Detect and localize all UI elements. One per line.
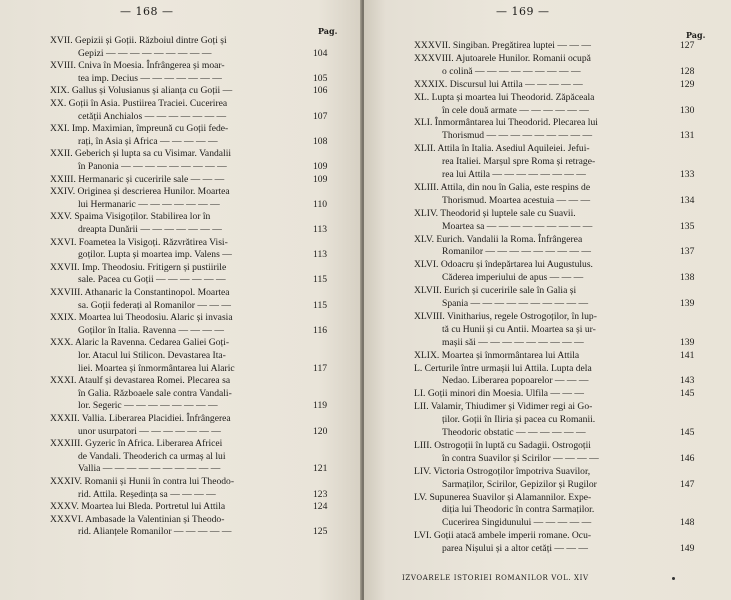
toc-entry-line: LIV. Victoria Ostrogoților împotriva Suavilor, [414, 465, 591, 477]
right-toc-entries [364, 0, 731, 600]
toc-entry-line: ților. Goții în Iliria și pacea cu Romanii. [442, 414, 596, 426]
left-pag-label: Pag. [318, 26, 338, 36]
toc-entry-page: 125 [313, 526, 328, 538]
toc-entry-line: XVIII. Cniva în Moesia. Înfrângerea și moar- [50, 60, 225, 72]
toc-entry-line: Nedao. Liberarea popoarelor — — — [442, 375, 589, 387]
toc-entry-line: XLVIII. Vinitharius, regele Ostrogoților, în lup- [414, 310, 597, 322]
toc-entry-line: XX. Goții în Asia. Pustiirea Traciei. Cucerirea [50, 98, 228, 109]
toc-entry-page: 115 [313, 299, 328, 311]
toc-entry-line: XXII. Geberich și lupta sa cu Visimar. Vandalii [50, 148, 232, 160]
toc-entry-line: XXV. Spaima Visigoților. Stabilirea lor în [50, 211, 211, 223]
toc-entry-line: Spania — — — — — — — — — — [442, 298, 589, 309]
toc-entry-line: tea imp. Decius — — — — — — — [78, 72, 222, 84]
toc-entry-line: rați, în Asia și Africa — — — — — [78, 135, 218, 147]
right-pag-label: Pag. [686, 30, 706, 40]
toc-entry-page: 109 [313, 173, 328, 185]
ink-dot [672, 577, 675, 580]
toc-entry-page: 148 [680, 517, 695, 529]
toc-entry-line: XLIV. Theodorid și luptele sale cu Suavii. [414, 207, 576, 219]
toc-entry-line: LIII. Ostrogoții în luptă cu Sadagii. Ostrogoții [414, 439, 591, 451]
toc-entry-line: LI. Goții minori din Moesia. Ulfila — — — [414, 388, 585, 400]
right-page [364, 0, 731, 600]
toc-entry-line: LV. Supunerea Suavilor și Alamannilor. Expe- [414, 491, 592, 503]
toc-entry-line: XLVII. Eurich și cuceririle sale în Galia și [414, 285, 577, 297]
toc-entry-page: 145 [680, 388, 695, 400]
toc-entry-line: XXXVI. Ambasade la Valentinian și Theodo- [50, 513, 225, 525]
toc-entry-line: XXI. Imp. Maximian, împreună cu Goții fede- [50, 123, 229, 135]
toc-entry-line: diția lui Theodoric în contra Sarmaților. [442, 504, 595, 516]
toc-entry-page: 146 [680, 452, 695, 464]
left-page [0, 0, 362, 600]
left-toc-entries [0, 0, 362, 600]
toc-entry-line: cetății Anchialos — — — — — — — [78, 110, 227, 122]
toc-entry-line: sa. Goții federați al Romanilor — — — [78, 299, 231, 311]
page-footer: IZVOARELE ISTORIEI ROMANILOR VOL. XIV [402, 574, 589, 582]
toc-entry-page: 147 [680, 478, 695, 490]
toc-entry-page: 110 [313, 198, 328, 210]
toc-entry-page: 134 [680, 194, 695, 206]
toc-entry-line: LII. Valamir, Thiudimer și Vidimer regi ai Go- [414, 401, 593, 413]
toc-entry-page: 131 [680, 130, 695, 142]
toc-entry-line: Căderea imperiului de apus — — — [442, 272, 584, 284]
toc-entry-line: în Galia. Războaele sale contra Vandali- [78, 387, 232, 399]
toc-entry-page: 145 [680, 427, 695, 438]
toc-entry-line: mașii săi — — — — — — — — — [442, 336, 584, 348]
toc-entry-line: Gepizi — — — — — — — — — [78, 47, 212, 59]
toc-entry-line: o colină — — — — — — — — — [442, 65, 581, 77]
toc-entry-line: XXXIII. Gyzeric în Africa. Liberarea Africei [50, 438, 223, 450]
toc-entry-line: tă cu Hunii și cu Antii. Moartea sa și ur- [442, 323, 596, 335]
toc-entry-page: 149 [680, 543, 695, 555]
toc-entry-line: XLIII. Attila, din nou în Galia, este respins de [414, 181, 591, 193]
toc-entry-line: în Panonia — — — — — — — — — [78, 161, 227, 172]
toc-entry-page: 117 [313, 362, 328, 374]
toc-entry-line: LVI. Goții atacă ambele imperii romane. Ocu- [414, 530, 592, 542]
toc-entry-line: XXIV. Originea și descrierea Hunilor. Moartea [50, 186, 230, 198]
toc-entry-line: Vallia — — — — — — — — — — [78, 463, 221, 475]
toc-entry-page: 138 [680, 272, 695, 284]
toc-entry-line: XXX. Alaric la Ravenna. Cedarea Galiei Goți- [50, 337, 230, 349]
toc-entry-line: XXXIX. Discursul lui Attila — — — — — [414, 78, 583, 90]
toc-entry-line: lor. Segeric — — — — — — — — [78, 400, 218, 412]
toc-entry-page: 108 [313, 135, 328, 147]
toc-entry-page: 139 [680, 298, 695, 309]
toc-entry-line: Romanilor — — — — — — — — — [442, 246, 591, 258]
toc-entry-line: XXXI. Ataulf și devastarea Romei. Plecarea sa [50, 375, 231, 387]
toc-entry-line: Cucerirea Singidunului — — — — — [442, 517, 592, 529]
toc-entry-line: XXIII. Hermanaric și cuceririle sale — — — [50, 173, 225, 185]
toc-entry-page: 113 [313, 249, 328, 261]
toc-entry-line: Theodoric obstatic — — — — — — [442, 427, 586, 438]
toc-entry-line: unor usurpatori — — — — — — — [78, 425, 221, 437]
toc-entry-page: 106 [313, 85, 328, 97]
toc-entry-line: rid. Alianțele Romanilor — — — — — [78, 526, 232, 538]
toc-entry-page: 115 [313, 274, 328, 286]
toc-entry-page: 137 [680, 246, 695, 258]
toc-entry-page: 130 [680, 104, 695, 116]
toc-entry-line: Sarmaților, Scirilor, Gepizilor și Rugilor [442, 478, 597, 490]
toc-entry-line: Thorismud. Moartea acestuia — — — [442, 194, 591, 206]
toc-entry-line: XL. Lupta și moartea lui Theodorid. Zăpăceala [414, 91, 595, 103]
toc-entry-line: în cele două armate — — — — — — [442, 104, 589, 116]
toc-entry-line: sale. Pacea cu Goții — — — — — — [78, 274, 226, 286]
right-page-number: — 169 — [496, 5, 550, 18]
toc-entry-line: XXXIV. Romanii și Hunii în contra lui Theodo- [50, 476, 235, 487]
toc-entry-line: rea Italiei. Marșul spre Roma și retrage- [442, 156, 596, 168]
toc-entry-page: 124 [313, 501, 328, 513]
toc-entry-line: L. Certurile între urmașii lui Attila. Lupta dela [414, 362, 592, 374]
toc-entry-page: 139 [680, 336, 695, 348]
toc-entry-line: XLIX. Moartea și înmormântarea lui Attila [414, 349, 580, 361]
toc-entry-line: XVII. Gepizii și Goții. Războiul dintre Goți și [50, 35, 227, 46]
toc-entry-line: XXXVII. Singiban. Pregătirea luptei — — — [414, 40, 591, 51]
toc-entry-line: XXVI. Foametea la Visigoți. Răzvrătirea Visi- [50, 236, 228, 248]
toc-entry-page: 120 [313, 425, 328, 437]
toc-entry-line: Thorismud — — — — — — — — — [442, 130, 593, 142]
toc-entry-line: XIX. Gallus și Volusianus și alianța cu Goții — [50, 85, 233, 97]
toc-entry-line: XXXVIII. Ajutoarele Hunilor. Romanii ocupă [414, 52, 591, 64]
toc-entry-line: XXIX. Moartea lui Theodosiu. Alaric și invasia [50, 312, 233, 324]
toc-entry-line: lor. Atacul lui Stilicon. Devastarea Ita- [78, 350, 226, 361]
toc-entry-line: dreapta Dunării — — — — — — — [78, 224, 222, 235]
toc-entry-page: 135 [680, 220, 695, 232]
toc-entry-page: 119 [313, 400, 328, 412]
toc-entry-line: parea Nișului și a altor cetăți — — — [442, 543, 588, 555]
toc-entry-page: 133 [680, 169, 695, 180]
toc-entry-line: liei. Moartea și înmormântarea lui Alaric [78, 362, 235, 374]
toc-entry-page: 121 [313, 463, 328, 475]
toc-entry-line: în contra Suavilor și Scirilor — — — — [442, 452, 599, 464]
toc-entry-page: 113 [313, 224, 328, 235]
toc-entry-page: 143 [680, 375, 695, 387]
toc-entry-line: Moartea sa — — — — — — — — — [442, 220, 593, 232]
toc-entry-line: XLVI. Odoacru și îndepărtarea lui Augustulus. [414, 259, 593, 271]
toc-entry-line: Goților în Italia. Ravenna — — — — [78, 324, 225, 336]
toc-entry-line: XLI. Înmormântarea lui Theodorid. Plecarea lui [414, 117, 598, 129]
toc-entry-line: rea lui Attila — — — — — — — — [442, 169, 586, 180]
toc-entry-page: 105 [313, 72, 328, 84]
toc-entry-page: 129 [680, 78, 695, 90]
toc-entry-line: XXVIII. Athanaric la Constantinopol. Moartea [50, 287, 230, 298]
toc-entry-line: XXXII. Vallia. Liberarea Placidiei. Înfrângerea [50, 413, 231, 424]
toc-entry-page: 116 [313, 324, 328, 336]
toc-entry-line: XLV. Eurich. Vandalii la Roma. Înfrângerea [414, 233, 583, 245]
toc-entry-page: 127 [680, 40, 695, 51]
toc-entry-line: XXVII. Imp. Theodosiu. Fritigern și pustiirile [50, 261, 227, 273]
toc-entry-line: rid. Attila. Reședința sa — — — — [78, 488, 216, 500]
toc-entry-line: XXXV. Moartea lui Bleda. Portretul lui Attila [50, 501, 226, 513]
toc-entry-page: 109 [313, 161, 328, 172]
toc-entry-line: goților. Lupta și moartea imp. Valens — [78, 249, 232, 261]
left-page-number: — 168 — [120, 5, 174, 18]
toc-entry-line: XLII. Attila în Italia. Asediul Aquileiei. Jefui- [414, 143, 590, 155]
toc-entry-page: 128 [680, 65, 695, 77]
toc-entry-page: 123 [313, 488, 328, 500]
toc-entry-line: de Vandali. Theoderich ca urmaș al lui [78, 450, 226, 462]
toc-entry-page: 141 [680, 349, 695, 361]
toc-entry-page: 104 [313, 47, 328, 59]
toc-entry-line: lui Hermanaric — — — — — — — [78, 198, 220, 210]
toc-entry-page: 107 [313, 110, 328, 122]
